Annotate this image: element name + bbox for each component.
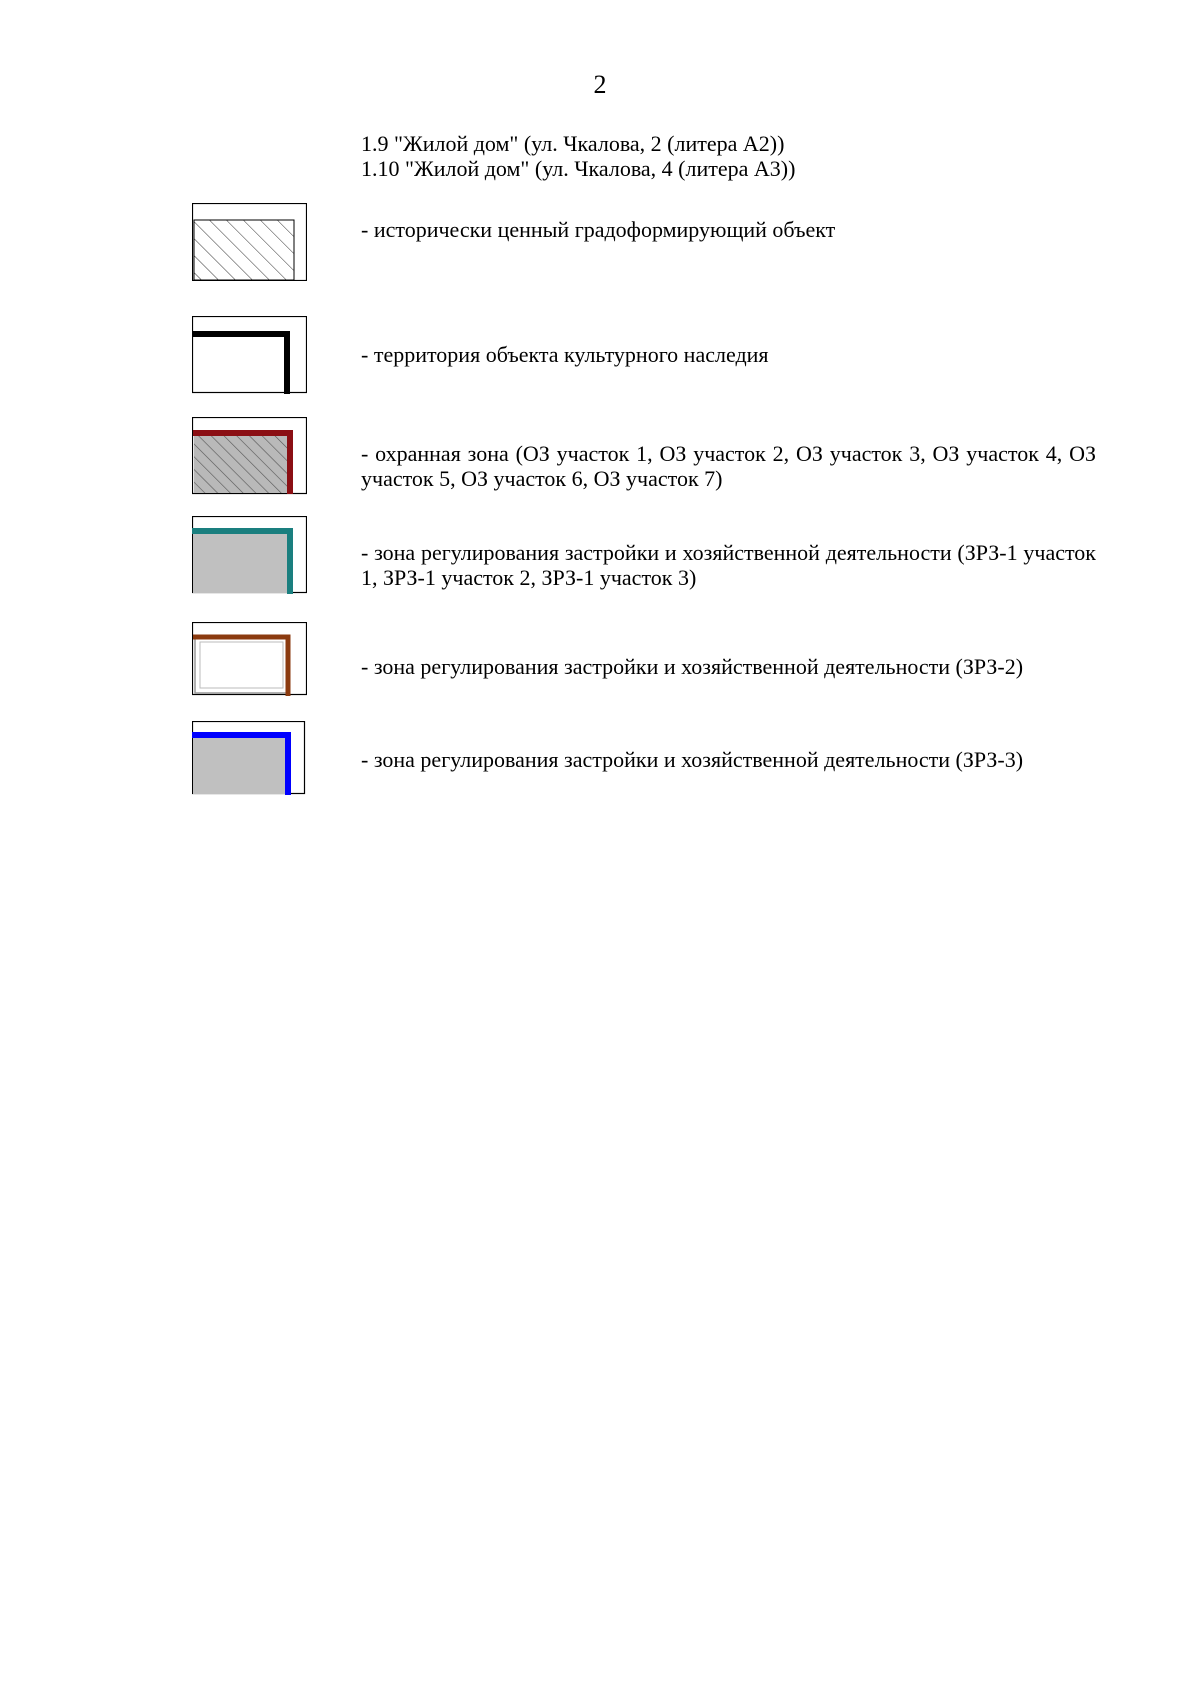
object-list-item: 1.9 "Жилой дом" (ул. Чкалова, 2 (литера А2)) xyxy=(361,131,785,156)
object-list xyxy=(361,131,795,181)
hatched-rectangle-icon xyxy=(192,203,307,281)
legend-label: - территория объекта культурного наследия xyxy=(361,342,769,367)
legend-label: - исторически ценный градоформирующий объект xyxy=(361,217,836,242)
page-number: 2 xyxy=(593,70,607,99)
object-list-item: 1.10 "Жилой дом" (ул. Чкалова, 4 (литера А3)) xyxy=(361,156,796,181)
darkred-hatched-zone-icon xyxy=(192,417,307,495)
legend-label: - зона регулирования застройки и хозяйственной деятельности (ЗРЗ-3) xyxy=(361,747,1024,772)
teal-gray-zone-icon xyxy=(192,516,307,594)
blue-gray-zone-icon xyxy=(192,721,307,795)
legend-label: - охранная зона (ОЗ участок 1, ОЗ участок 2, ОЗ участок 3, ОЗ участок 4, ОЗ участок 5, ОЗ участок 6, ОЗ участок 7) xyxy=(361,441,1096,491)
legend-label: - зона регулирования застройки и хозяйственной деятельности (ЗРЗ-2) xyxy=(361,654,1024,679)
brown-outline-zone-icon xyxy=(192,622,307,696)
legend-label: - зона регулирования застройки и хозяйственной деятельности (ЗРЗ-1 участок 1, ЗРЗ-1 участок 2, ЗРЗ-1 участок 3) xyxy=(361,540,1096,590)
black-corner-border-icon xyxy=(192,316,307,394)
